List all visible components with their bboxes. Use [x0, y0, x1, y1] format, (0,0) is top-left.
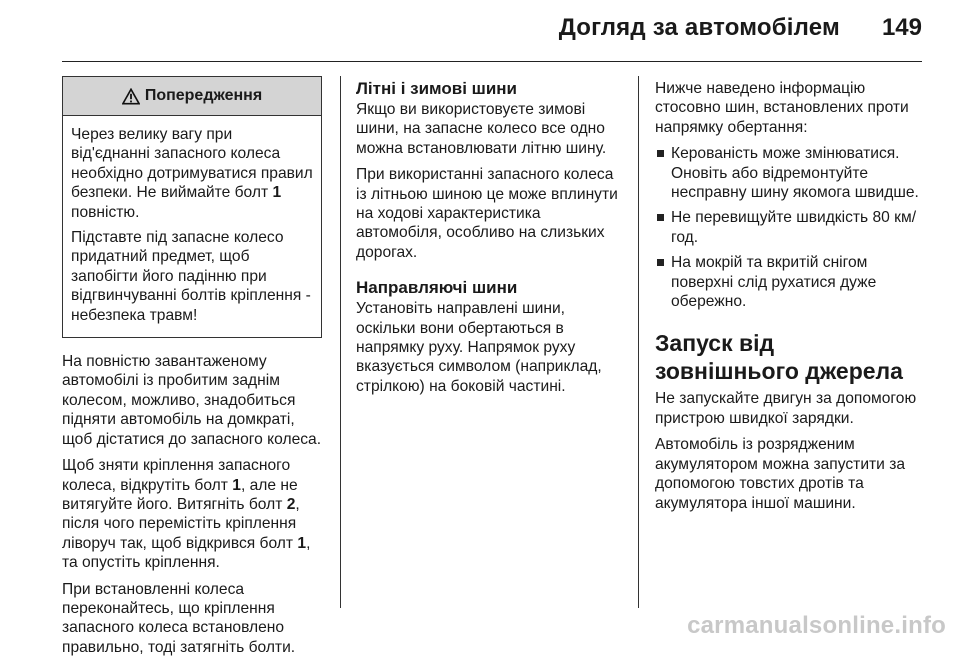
page-header-title: Догляд за автомобілем — [558, 14, 840, 41]
list-item: Керованість може змінюватися. Оновіть або відремонтуйте несправну шину якомога швидше. — [655, 144, 921, 202]
warning-header — [63, 77, 321, 116]
warning-p1-text-end: повністю. — [71, 203, 140, 221]
col3-intro: Нижче наведено інформацію стосовно шин, встановлених проти напрямку обертання: — [655, 80, 909, 136]
column-1 — [62, 76, 324, 664]
col1-p2-e: , та опустіть кріплення. — [62, 534, 311, 572]
header-divider — [62, 61, 922, 62]
col2-paragraph-3: Установіть направлені шини, оскільки вони обертаються в напрямку руху. Напрямок руху вказується символом (наприклад, стрілкою) на боковій частині. — [356, 300, 602, 395]
col1-p2-a: Щоб зняти кріплення запасного колеса, відкрутіть болт — [62, 457, 291, 494]
col1-p2-bolt-1b: 1 — [297, 534, 307, 552]
heading-summer-winter-tyres: Літні і зимові шини — [356, 79, 518, 98]
warning-p1-bolt-ref: 1 — [272, 184, 282, 202]
col2-paragraph-2: При використанні запасного колеса із літньою шиною це може вплинути на ходові характеристика автомобіля, особливо на слизьких дорогах. — [356, 166, 618, 261]
column-divider-1 — [340, 76, 341, 608]
column-3 — [655, 79, 921, 520]
col1-p2-bolt-1: 1 — [232, 476, 241, 494]
col3-paragraph-1: Не запускайте двигун за допомогою пристрою швидкої зарядки. — [655, 390, 917, 427]
list-item: На мокрій та вкритій снігом поверхні слід рухатися дуже обережно. — [655, 253, 921, 311]
heading-jump-starting: Запуск від зовнішнього джерела — [655, 330, 903, 385]
warning-p1-text: Через велику вагу при від'єднанні запасного колеса необхідно дотримуватися правил безпеки. Не виймайте болт — [71, 126, 313, 202]
warning-body — [63, 116, 321, 337]
col1-p2-bolt-2: 2 — [286, 495, 296, 513]
warning-paragraph-1 — [71, 125, 313, 222]
warning-paragraph-2: Підставте під запасне колесо придатний предмет, щоб запобігти його падінню при відгвинчуванні болтів кріплення - небезпека травм! — [71, 229, 311, 324]
col3-paragraph-2: Автомобіль із розрядженим акумулятором можна запустити за допомогою товстих дротів та акумулятора іншої машини. — [655, 436, 906, 512]
column-2 — [356, 79, 624, 403]
warning-triangle-icon — [122, 88, 140, 105]
list-item: Не перевищуйте швидкість 80 км/год. — [655, 208, 921, 247]
warning-title: Попередження — [144, 87, 263, 105]
watermark: carmanualsonline.info — [687, 612, 946, 639]
page-number: 149 — [881, 14, 922, 41]
col1-paragraph-3: При встановленні колеса переконайтесь, що кріплення запасного колеса встановлено правильно, тоді затягніть болти. — [62, 580, 296, 656]
col2-paragraph-1: Якщо ви використовуєте зимові шини, на запасне колесо все одно можна встановлювати літню шину. — [356, 101, 607, 157]
col1-p2-c: , але не витягуйте його. Витягніть болт — [62, 476, 298, 513]
warning-box — [62, 76, 322, 338]
column-divider-2 — [638, 76, 639, 608]
col1-paragraph-1: На повністю завантаженому автомобілі із пробитим заднім колесом, можливо, знадобиться підняти автомобіль на домкраті, щоб дістатися до запасного колеса. — [62, 353, 322, 448]
col1-p2-d: , після чого перемістіть кріплення ліворуч так, щоб відкрився болт — [62, 495, 300, 552]
bullet-list — [655, 144, 921, 311]
heading-directional-tyres: Направляючі шини — [356, 278, 518, 298]
col1-paragraph-2 — [62, 456, 324, 572]
